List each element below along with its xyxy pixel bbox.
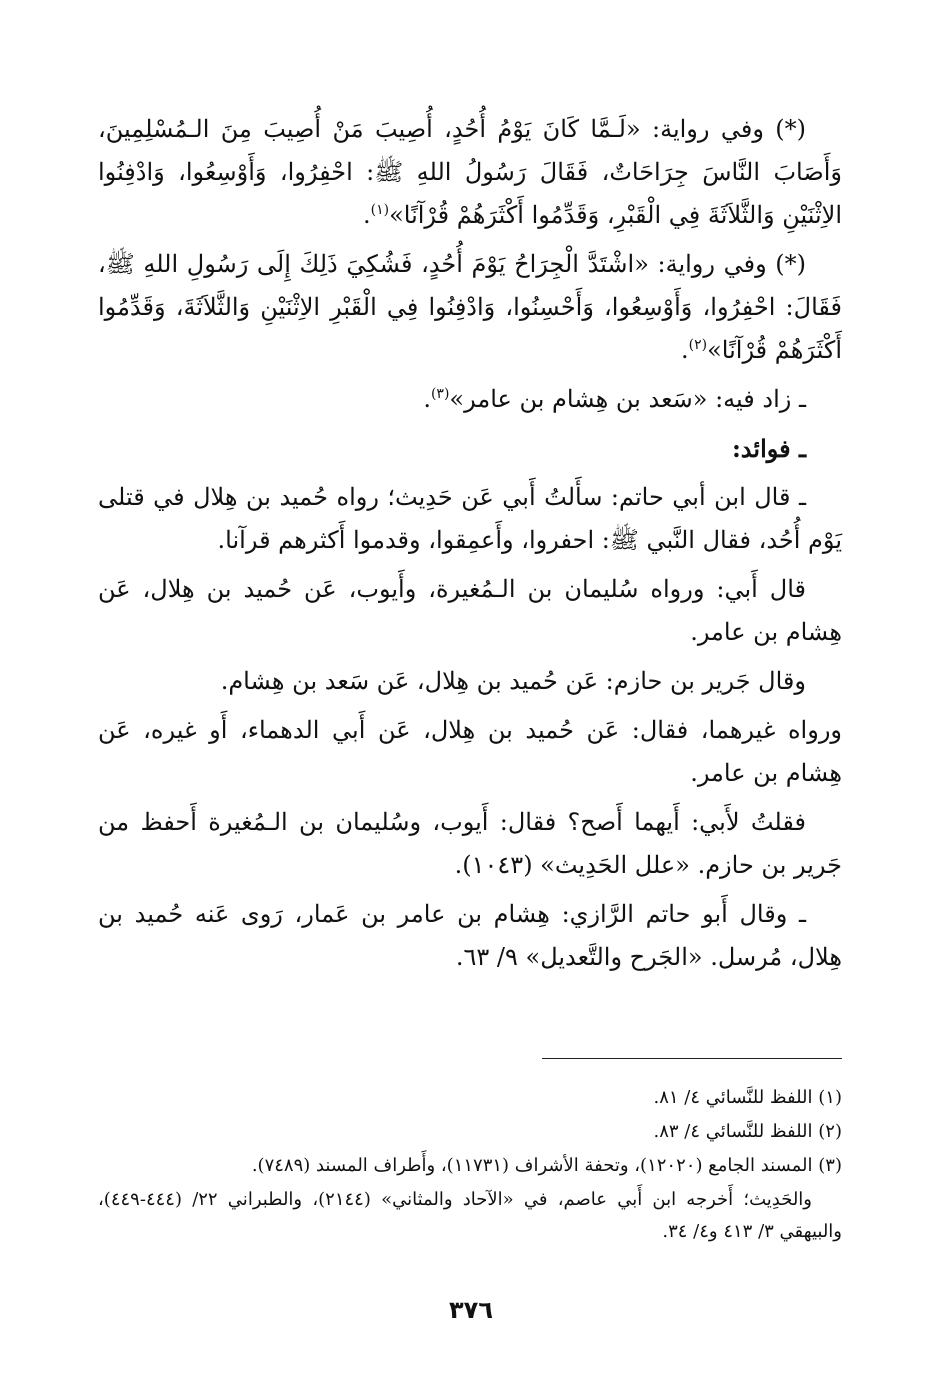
paragraph-fa-qultu: فقلتُ لأَبي: أَيهما أَصح؟ فقال: أَيوب، وسُليمان بن الـمُغيرة أَحفظ من جَرير بن حازم. «علل الحَدِيث» (١٠٤٣). <box>98 808 842 879</box>
paragraph-rawahu-ghairuhuma: ورواه غيرهما، فقال: عَن حُميد بن هِلال، عَن أَبي الدهماء، أَو غيره، عَن هِشام بن عامر. <box>98 716 842 787</box>
footnote-3: (٣) المسند الجامع (١٢٠٢٠)، وتحفة الأشراف (١١٧٣١)، وأَطراف المسند (٧٤٨٩). <box>251 1155 842 1176</box>
paragraph-zad-fihi: ـ زاد فيه: «سَعد بن هِشام بن عامر»$^{(٣)}$. <box>423 385 806 413</box>
footnote-3-continuation: والحَدِيث؛ أَخرجه ابن أَبي عاصم، في «الآحاد والمثاني» (٢١٤٤)، والطبراني ٢٢/ (٤٤٤-٤٤٩)، والبيهقي ٣/ ٤١٣ و٤/ ٣٤. <box>98 1189 842 1242</box>
footnote-ref-2[interactable]: (٢) <box>688 337 708 353</box>
paragraph-jarir: وقال جَرير بن حازم: عَن حُميد بن هِلال، عَن سَعد بن هِشام. <box>220 667 806 695</box>
footnote-1: (١) اللفظ للنَّسائي ٤/ ٨١. <box>653 1087 842 1108</box>
paragraph-qala-abi: قال أَبي: ورواه سُليمان بن الـمُغيرة، وأَيوب، عَن حُميد بن هِلال، عَن هِشام بن عامر. <box>98 575 842 646</box>
main-text <box>98 108 842 985</box>
footnotes <box>98 1082 842 1248</box>
footnote-ref-1[interactable]: (١) <box>370 202 390 218</box>
paragraph-ibn-abi-hatim: ـ قال ابن أبي حاتم: سأَلتُ أَبي عَن حَدِيث؛ رواه حُميد بن هِلال في قتلى يَوْم أُحُد، فقال النَّبي ﷺ: احفروا، وأَعمِقوا، وقدموا أَكثرهم قرآنا. <box>98 483 842 554</box>
footnote-2: (٢) اللفظ للنَّسائي ٤/ ٨٣. <box>653 1121 842 1142</box>
paragraph-abu-hatim-razi: ـ وقال أَبو حاتم الرَّازي: هِشام بن عامر بن عَمار، رَوى عَنه حُميد بن هِلال، مُرسل. «الجَرح والتَّعديل» ٩/ ٦٣. <box>98 900 842 971</box>
footnote-divider <box>542 1058 842 1059</box>
footnote-ref-3[interactable]: (٣) <box>430 386 450 402</box>
paragraph-riwaya-1: (*) وفي رواية: «لَـمَّا كَانَ يَوْمُ أُحُدٍ، أُصِيبَ مَنْ أُصِيبَ مِنَ الـمُسْلِمِينَ، وَأَصَابَ النَّاسَ جِرَاحَاتٌ، فَقَالَ رَسُولُ اللهِ ﷺ: احْفِرُوا، وَأَوْسِعُوا، وَادْفِنُوا الاِثْنَيْنِ وَالثَّلاَثَةَ فِي الْقَبْرِ، وَقَدِّمُوا أَكْثَرَهُمْ قُرْآنًا»$^{(١)}$. <box>98 115 842 229</box>
paragraph-riwaya-2: (*) وفي رواية: «اشْتَدَّ الْجِرَاحُ يَوْمَ أُحُدٍ، فَشُكِيَ ذَلِكَ إِلَى رَسُولِ اللهِ ﷺ، فَقَالَ: احْفِرُوا، وَأَوْسِعُوا، وَأَحْسِنُوا، وَادْفِنُوا فِي الْقَبْرِ الاِثْنَيْنِ وَالثَّلاَثَةَ، وَقَدِّمُوا أَكْثَرَهُمْ قُرْآنًا»$^{(٢)}$. <box>98 250 842 364</box>
section-heading-fawaid: ـ فوائد: <box>731 434 806 463</box>
page-number: ٣٧٦ <box>449 1296 493 1324</box>
